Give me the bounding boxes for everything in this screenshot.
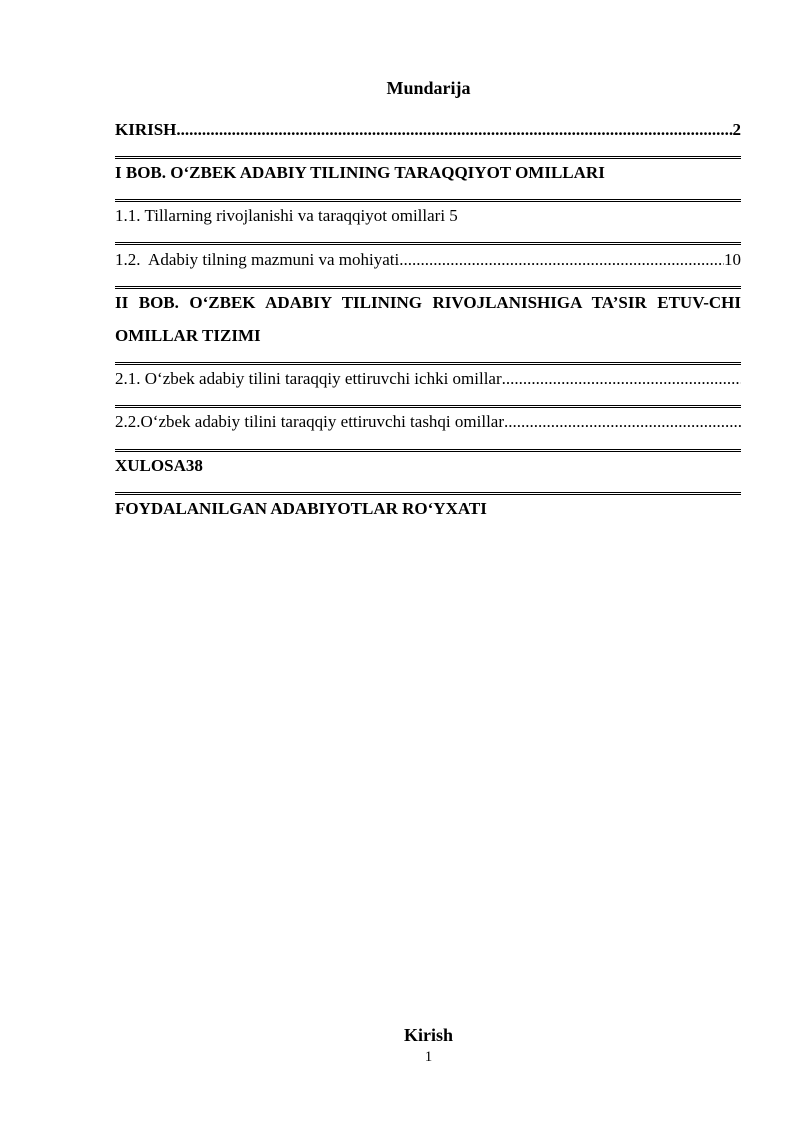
toc-entry-text: FOYDALANILGAN ADABIYOTLAR RO‘YXATI xyxy=(115,499,487,518)
page-title: Mundarija xyxy=(386,78,471,98)
toc-entry-1-2[interactable] xyxy=(115,243,741,276)
toc-entry-text: I BOB. O‘ZBEK ADABIY TILINING TARAQQIYOT OMILLARI xyxy=(115,163,605,182)
dot-leader xyxy=(504,405,741,438)
toc-entry-text: 2.2.O‘zbek adabiy tilini taraqqiy ettiruvchi tashqi omillar xyxy=(115,412,505,431)
toc-entry-page: 10 xyxy=(724,250,741,269)
toc-entry-chapter-2[interactable] xyxy=(115,286,741,352)
toc-entry-text: XULOSA38 xyxy=(115,456,203,475)
toc-entry-1-1[interactable] xyxy=(115,199,741,232)
dot-leader xyxy=(176,113,732,146)
toc-entry-kirish[interactable] xyxy=(115,113,741,146)
toc-entry-xulosa[interactable] xyxy=(115,449,741,482)
toc-entry-text: 2.1. O‘zbek adabiy tilini taraqqiy ettiruvchi ichki omillar xyxy=(115,369,502,388)
dot-leader xyxy=(399,243,724,276)
toc-entry-page: 2 xyxy=(732,120,741,139)
next-section-heading: Kirish xyxy=(403,1025,453,1045)
dot-leader xyxy=(502,362,741,395)
toc-entry-2-1[interactable] xyxy=(115,362,741,395)
toc-entry-text: 1.2. Adabiy tilning mazmuni va mohiyati xyxy=(115,250,400,269)
toc-entry-2-2[interactable] xyxy=(115,405,741,438)
toc-entry-text: 1.1. Tillarning rivojlanishi va taraqqiyot omillari 5 xyxy=(115,206,458,225)
toc-entry-text: KIRISH xyxy=(115,120,177,139)
toc-entry-chapter-1[interactable] xyxy=(115,156,741,189)
page-number: 1 xyxy=(424,1049,433,1065)
toc-entry-text: II BOB. O‘ZBEK ADABIY TILINING RIVOJLANISHIGA TA’SIR ETUV-CHI OMILLAR TIZIMI xyxy=(115,293,741,345)
toc-entry-bibliography[interactable] xyxy=(115,492,741,525)
